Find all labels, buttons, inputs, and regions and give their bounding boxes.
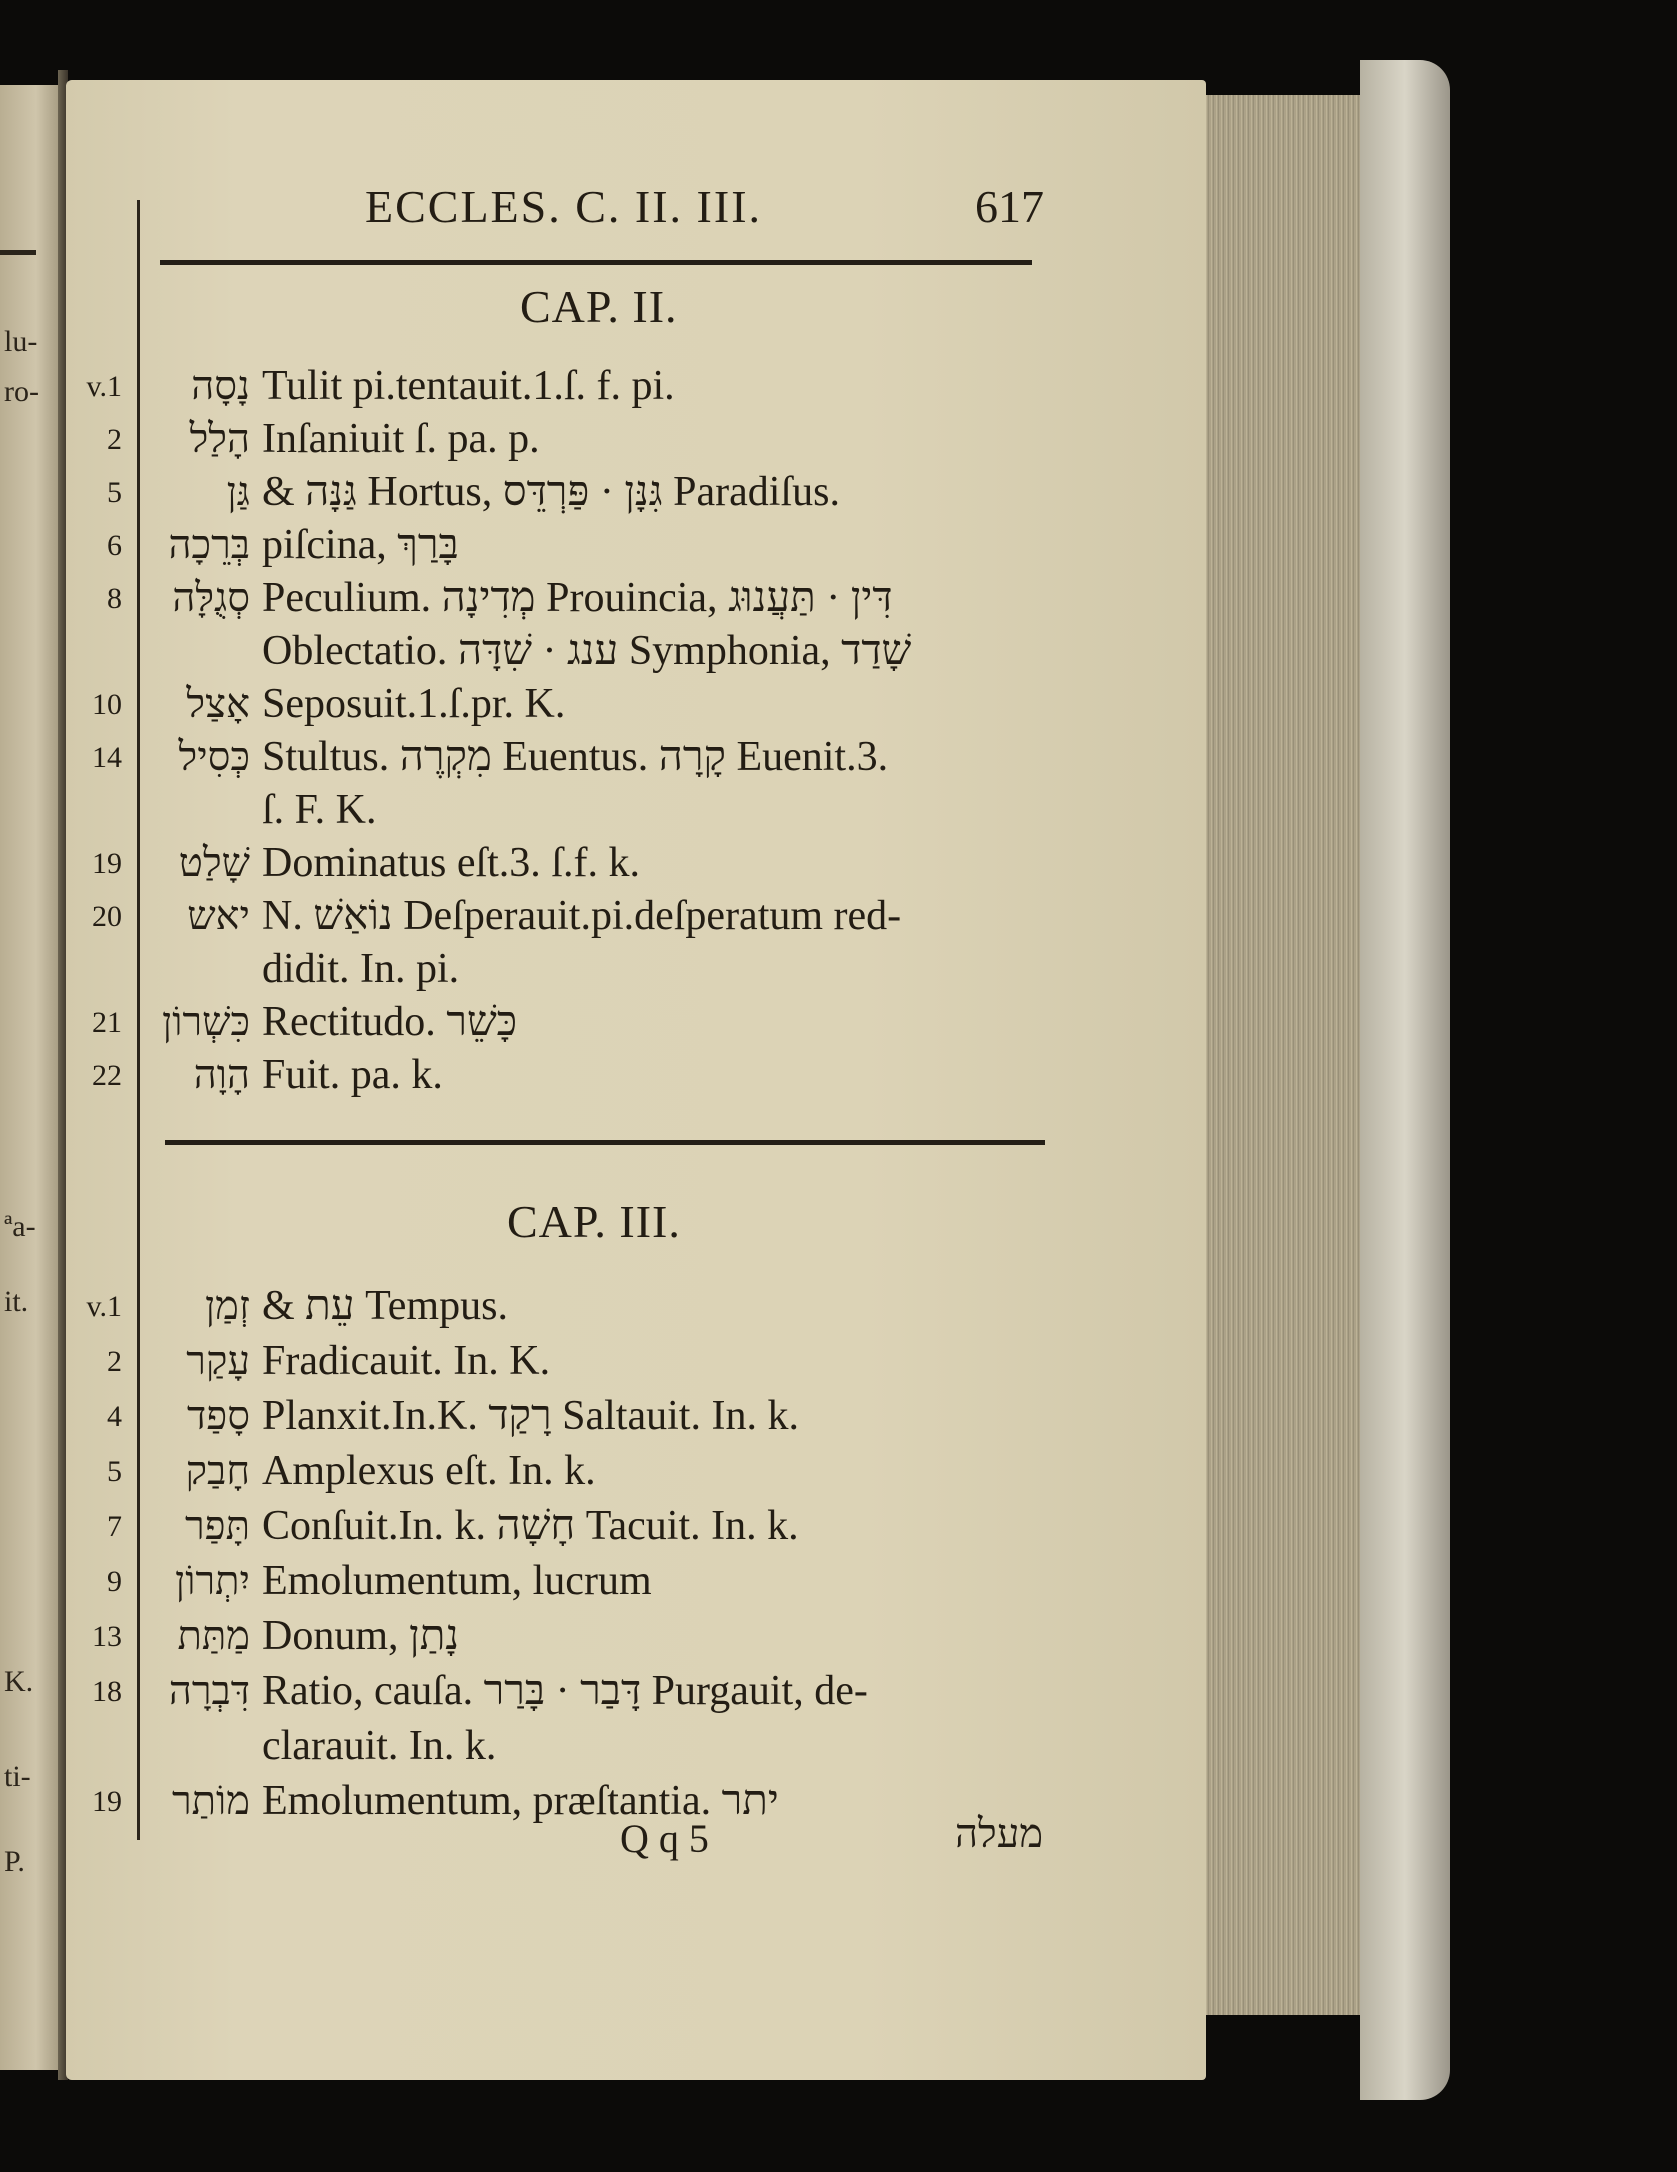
margin-fragment: ti- xyxy=(4,1760,31,1793)
hebrew-lemma: זְמַן xyxy=(204,1283,250,1328)
verse-number: 5 xyxy=(107,1455,122,1488)
chapter-divider-rule xyxy=(165,1140,1045,1145)
hebrew-lemma: עָקַר xyxy=(186,1338,250,1383)
hebrew-lemma: דִּבְרָה xyxy=(168,1668,250,1713)
verse-number: 2 xyxy=(107,423,122,456)
verse-number: v.1 xyxy=(86,1290,122,1323)
running-title: ECCLES. C. II. III. xyxy=(365,181,763,232)
latin-gloss: Amplexus eſt. In. k. xyxy=(262,1448,596,1494)
latin-gloss: Planxit.In.K. רָקַד Saltauit. In. k. xyxy=(262,1393,799,1439)
hebrew-lemma: בְּרֵכָה xyxy=(168,522,250,567)
latin-gloss: Fradicauit. In. K. xyxy=(262,1338,551,1384)
latin-gloss: clarauit. In. k. xyxy=(262,1723,497,1769)
hebrew-lemma: סְגֻלָּה xyxy=(172,575,250,620)
verse-number: 6 xyxy=(107,529,122,562)
signature-mark: Q q 5 xyxy=(620,1816,709,1861)
hebrew-lemma: כְּסִיל xyxy=(178,734,250,779)
verse-number: 8 xyxy=(107,582,122,615)
latin-gloss: & גַּנָּה Hortus, גִּנָּן · פַּרְדֵּס Paradiſus. xyxy=(262,469,840,515)
verse-number: 9 xyxy=(107,1565,122,1598)
hebrew-lemma: אָצַל xyxy=(186,681,250,726)
hebrew-lemma: מוֹתַר xyxy=(172,1778,250,1823)
hebrew-lemma: יִתְרוֹן xyxy=(175,1558,250,1603)
page-number: 617 xyxy=(975,181,1044,232)
verse-number: 5 xyxy=(107,476,122,509)
hebrew-lemma: מַתַּת xyxy=(177,1613,250,1658)
header-rule xyxy=(160,260,1032,265)
margin-fragment: ro- xyxy=(4,375,39,408)
latin-gloss: Inſaniuit ſ. pa. p. xyxy=(262,416,540,462)
latin-gloss: Stultus. מִקְרֶה Euentus. קָרָה Euenit.3. xyxy=(262,734,889,780)
verse-number: 14 xyxy=(92,741,122,774)
latin-gloss: Emolumentum, præſtantia. יתר xyxy=(262,1778,779,1824)
latin-gloss: Rectitudo. כָּשֵׁר xyxy=(262,999,518,1045)
hebrew-lemma: נָסָה xyxy=(191,363,250,408)
hebrew-lemma: כִּשְׁרוֹן xyxy=(162,999,250,1044)
verse-number: 22 xyxy=(92,1059,122,1092)
latin-gloss: Conſuit.In. k. חָשָׁה Tacuit. In. k. xyxy=(262,1503,799,1549)
chapter-title: CAP. II. xyxy=(520,281,678,332)
latin-gloss: N. נוֹאַשׁ Deſperauit.pi.deſperatum red- xyxy=(262,893,902,939)
latin-gloss: Oblectatio. ענג · שִׁדָּה Symphonia, שָׁדַד xyxy=(262,628,912,674)
verse-number: 2 xyxy=(107,1345,122,1378)
latin-gloss: piſcina, בָּרַךְ xyxy=(262,522,459,568)
latin-gloss: ſ. F. K. xyxy=(262,787,377,833)
verse-number: 20 xyxy=(92,900,122,933)
latin-gloss: Dominatus eſt.3. ſ.f. k. xyxy=(262,840,640,886)
verse-number: 13 xyxy=(92,1620,122,1653)
verse-number: 10 xyxy=(92,688,122,721)
verse-number: 19 xyxy=(92,847,122,880)
verse-number: 7 xyxy=(107,1510,122,1543)
margin-fragment: ªa- xyxy=(4,1210,36,1243)
latin-gloss: & עֵת Tempus. xyxy=(262,1283,508,1329)
latin-gloss: Ratio, cauſa. דָּבַר · בָּרַר Purgauit, de- xyxy=(262,1668,868,1714)
verse-number: 19 xyxy=(92,1785,122,1818)
chapter-title: CAP. III. xyxy=(507,1196,681,1247)
latin-gloss: didit. In. pi. xyxy=(262,946,460,992)
hebrew-lemma: תָּפַר xyxy=(185,1503,250,1548)
margin-fragment: it. xyxy=(4,1285,29,1318)
hebrew-lemma: סָפַד xyxy=(187,1393,250,1438)
verse-number: v.1 xyxy=(86,370,122,403)
margin-fragment: P. xyxy=(4,1845,25,1878)
latin-gloss: Donum, נָתַן xyxy=(262,1613,459,1659)
catchword: מעלה xyxy=(955,1811,1044,1856)
latin-gloss: Peculium. מְדִינָה Prouincia, דִּין · תַּעֲנוּג xyxy=(262,575,893,621)
hebrew-lemma: חָבַק xyxy=(185,1448,250,1493)
hebrew-lemma: יאש xyxy=(187,893,250,938)
verse-number: 21 xyxy=(92,1006,122,1039)
latin-gloss: Emolumentum, lucrum xyxy=(262,1558,652,1604)
margin-fragment: lu- xyxy=(4,325,38,358)
hebrew-lemma: הָוָה xyxy=(193,1052,250,1097)
margin-fragment: K. xyxy=(4,1665,34,1698)
hebrew-lemma: שָׁלַט xyxy=(178,840,250,885)
latin-gloss: Tulit pi.tentauit.1.ſ. f. pi. xyxy=(262,363,675,409)
hebrew-lemma: גַּן xyxy=(226,469,250,514)
latin-gloss: Fuit. pa. k. xyxy=(262,1052,443,1098)
verse-number: 18 xyxy=(92,1675,122,1708)
latin-gloss: Seposuit.1.ſ.pr. K. xyxy=(262,681,566,727)
hebrew-lemma: הָלַל xyxy=(189,416,250,461)
verse-number: 4 xyxy=(107,1400,122,1433)
